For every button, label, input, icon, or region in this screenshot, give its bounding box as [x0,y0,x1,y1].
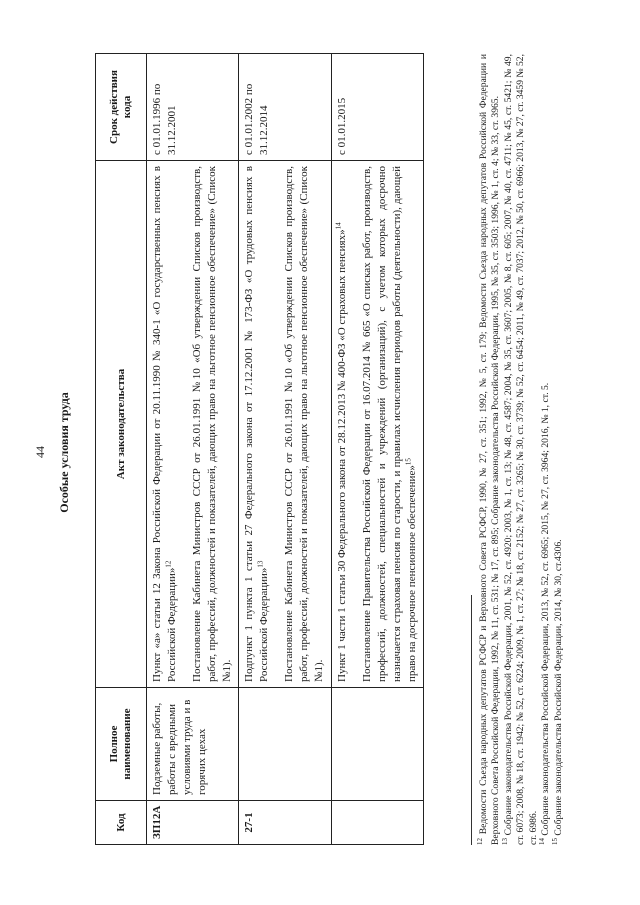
footnote-ref: 15 [403,458,412,466]
footnote-ref: 14 [334,222,343,230]
row-code: 27-1 [238,801,331,845]
page-title: Особые условия труда [57,392,71,513]
row-period: с 01.01.1996 по 31.12.2001 [147,54,239,161]
row-name [238,688,331,801]
footnote-divider [471,595,472,845]
row-code: ЗП12А [147,801,239,845]
row-act [147,161,239,688]
row-name: Подземные работы, работы с вредными условиями труда и в горячих цехах [147,688,239,801]
table-row [331,54,423,845]
row-period: с 01.01.2015 [331,54,423,161]
header-period: Срок действия кода [96,54,147,161]
footnote-ref: 12 [164,560,173,568]
act-text: Пункт «а» статьи 12 Закона Российской Федерации от 20.11.1990 № 340-1 «О государственных пенсиях в Российской Федерации» [151,166,178,682]
header-act: Акт законодательства [96,161,147,688]
row-code [331,801,423,845]
table-header-row [96,54,147,845]
act-text: Пункт 1 части 1 статьи 30 Федерального закона от 28.12.2013 № 400-ФЗ «О страховых пенсиях» [335,229,348,682]
footnote: $^{15}$ Собрание законодательства Российской Федерации, 2014, № 30, ст.4306. [550,539,564,845]
page-number: 44 [33,446,47,458]
footnote: $^{13}$ Собрание законодательства Российской Федерации, 2001, № 52, ст. 4920; 2003, № 1, ст. 13; № 48, ст. 4587; 2004, № 35, ст. 3607; 2005, № 8, ст. 605; 2007, № 40, ст. 4711; № 45, ст. 5421; № 49, ст. 6073; 2008, № 18, ст. 1942; № 52, ст. 6224; 2009, № 1, ст. 27; № 18, ст. 2152; № 27, ст. 3265; № 30, ст. 3739; № 52, ст. 6454; 2011, № 49, ст. 7037; 2012, № 50, ст. 6966; 2013, № 27, ст. 3459 № 52, ст. 6986. [500,54,539,845]
act-text: Постановление Правительства Российской Федерации от 16.07.2014 № 665 «О списках работ, производств, профессий, должностей, специальностей и учреждений (организаций), с учетом которых досрочно назначается страховая пенсия по старости, и правилах исчисления периодов работы (деятельности), дающей право на досрочное пенсионное обеспечение» [360,166,418,682]
act-text: Подпункт 1 пункта 1 статьи 27 Федерального закона от 17.12.2001 № 173-ФЗ «О трудовых пенсиях в Российской Федерации» [242,166,270,682]
footnotes [471,54,565,845]
act-text: Постановление Кабинета Министров СССР от 26.01.1991 №10 «Об утверждении Списков производств, работ, профессий, должностей и показателей, дающих право на льготное пенсионное обеспечение» (Список №1). [190,166,233,682]
table-row [147,54,239,845]
header-code: Код [96,801,147,845]
row-act [238,161,331,688]
row-act [331,161,423,688]
header-name: Полное наименование [96,688,147,801]
conditions-table [95,53,424,845]
row-name [331,688,423,801]
footnote: $^{14}$ Собрание законодательства Российской Федерации, 2013, № 52, ст. 6965; 2015, № 27, ст. 3964; 2016, № 1, ст. 5. [538,382,552,845]
footnote: $^{12}$ Ведомости Съезда народных депутатов РСФСР и Верховного Совета РСФСР, 1990, № 27, ст. 351; 1992, № 5, ст. 179; Ведомости Съезда народных депутатов Российской Федерации и Верховного Совета Российской Федерации, 1992, № 11, ст. 531; № 17, ст. 895; Собрание законодательства Российской Федерации, 1995, № 35, ст. 3503; 1996, № 1, ст. 4; № 33, ст. 3965. [475,54,502,845]
row-period: с 01.01.2002 по 31.12.2014 [238,54,331,161]
table-row [238,54,331,845]
footnote-ref: 13 [256,560,265,568]
act-text: Постановление Кабинета Министров СССР от 26.01.1991 №10 «Об утверждении Списков производств, работ, профессий, должностей и показателей, дающих право на льготное пенсионное обеспечение» (Список №1). [282,166,325,682]
